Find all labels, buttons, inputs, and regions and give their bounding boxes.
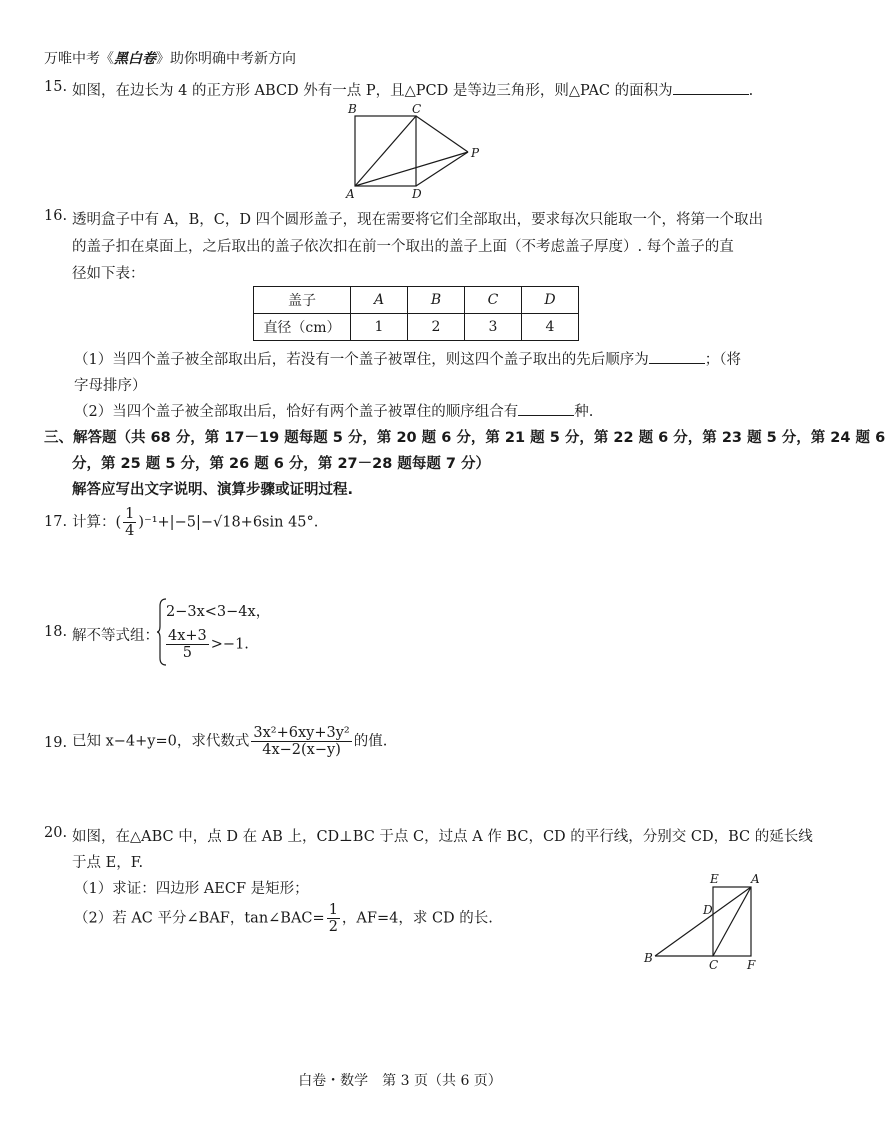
q18-frac-num: 4x+3 — [168, 628, 207, 644]
q16-part1-cont: 字母排序） — [74, 378, 147, 394]
label-e: E — [710, 872, 719, 886]
section3-heading-cont: 分，第 25 题 5 分，第 26 题 6 分，第 27－28 题每题 7 分） — [72, 456, 491, 472]
label-f: F — [747, 958, 756, 972]
q20-number: 20. — [44, 825, 68, 841]
segment-ac — [355, 116, 416, 186]
q18-frac-den: 5 — [182, 645, 192, 661]
q17-frac-num: 1 — [125, 506, 135, 522]
page-header — [44, 48, 296, 68]
label-a: A — [751, 872, 760, 886]
q17-pre: 计算：( — [72, 514, 122, 531]
table-cell: 3 — [465, 314, 522, 341]
header-brand: 黑白卷 — [114, 51, 156, 67]
q19-fraction — [251, 725, 351, 758]
table-row — [254, 314, 579, 341]
q15-answer-blank[interactable] — [673, 94, 749, 95]
segment-ca — [713, 887, 751, 956]
q16-part2 — [74, 400, 593, 421]
table-cell: B — [408, 287, 465, 314]
q19-post: 的值. — [353, 733, 388, 750]
table-cell: 直径（cm） — [254, 314, 351, 341]
label-b: B — [348, 102, 357, 116]
q16-line1: 透明盒子中有 A，B，C，D 四个圆形盖子，现在需要将它们全部取出，要求每次只能取一个，将第一个取出 — [72, 212, 764, 228]
label-b: B — [644, 951, 653, 965]
q20-part2-post: ，AF=4，求 CD 的长. — [341, 910, 493, 927]
segment-cp — [416, 116, 468, 152]
label-c: C — [412, 102, 422, 116]
q15-text — [72, 79, 753, 100]
q20-part2 — [74, 902, 493, 935]
label-c: C — [709, 958, 719, 972]
segment-ap — [355, 152, 468, 186]
header-text-pre: 万唯中考《 — [44, 51, 114, 67]
q16-part2-blank[interactable] — [518, 415, 574, 416]
table-cell: 1 — [351, 314, 408, 341]
table-cell: D — [522, 287, 579, 314]
table-cell: C — [465, 287, 522, 314]
q19-frac-den: 4x−2(x−y) — [262, 742, 341, 758]
table-row — [254, 287, 579, 314]
q15-end: . — [748, 83, 754, 99]
q20-figure — [640, 870, 770, 975]
label-a: A — [346, 187, 355, 201]
segment-ba — [655, 887, 751, 956]
q18-row2-post: >−1. — [210, 636, 249, 653]
q19-expression — [72, 725, 387, 758]
table-cell: A — [351, 287, 408, 314]
q16-part2-tail: 种. — [574, 404, 594, 420]
q16-line2: 的盖子扣在桌面上，之后取出的盖子依次扣在前一个取出的盖子上面（不考虑盖子厚度）. 每个盖子的直 — [72, 239, 734, 255]
q18-label: 解不等式组： — [72, 628, 159, 644]
table-cell: 2 — [408, 314, 465, 341]
q15-number: 15. — [44, 79, 68, 95]
q18-row1 — [166, 600, 270, 621]
q18-fraction — [166, 628, 209, 661]
q15-figure — [340, 102, 490, 202]
q20-line2: 于点 E，F. — [72, 855, 144, 871]
q18-number: 18. — [44, 624, 68, 640]
q18-row1-text: 2−3x<3−4x， — [166, 604, 271, 620]
q20-line1: 如图，在△ABC 中，点 D 在 AB 上，CD⊥BC 于点 C，过点 A 作 BC，CD 的平行线，分别交 CD，BC 的延长线 — [72, 829, 813, 845]
q19-pre: 已知 x−4+y=0，求代数式 — [72, 733, 250, 750]
q20-fraction — [327, 902, 340, 935]
q16-part1 — [74, 348, 741, 369]
q20-frac-num: 1 — [328, 902, 338, 918]
q17-post: )⁻¹+|−5|−√18+6sin 45°. — [138, 514, 319, 531]
q17-fraction — [123, 506, 136, 539]
segment-dp — [416, 152, 468, 186]
q19-frac-num: 3x²+6xy+3y² — [253, 725, 350, 741]
q16-part2-text: （2）当四个盖子被全部取出后，恰好有两个盖子被罩住的顺序组合有 — [74, 404, 519, 420]
q20-frac-den: 2 — [328, 919, 338, 935]
q16-number: 16. — [44, 208, 68, 224]
section3-instruction: 解答应写出文字说明、演算步骤或证明过程. — [72, 482, 354, 498]
q18-row2 — [164, 628, 249, 661]
q17-expression — [72, 506, 318, 539]
label-p: P — [471, 146, 480, 160]
page-footer: 白卷・数学 第 3 页（共 6 页） — [298, 1073, 502, 1089]
q19-number: 19. — [44, 735, 68, 751]
q16-part1-tail: ；（将 — [704, 352, 741, 368]
section3-heading: 三、解答题（共 68 分，第 17－19 题每题 5 分，第 20 题 6 分，第 21 题 5 分，第 22 题 6 分，第 23 题 5 分，第 24 题 6 — [44, 430, 885, 446]
q17-number: 17. — [44, 514, 68, 530]
lid-diameter-table — [253, 286, 579, 341]
label-d: D — [412, 187, 422, 201]
q20-part2-pre: （2）若 AC 平分∠BAF，tan∠BAC= — [74, 910, 325, 927]
header-text-post: 》助你明确中考新方向 — [156, 51, 296, 67]
label-d: D — [703, 903, 713, 917]
q16-line3: 径如下表： — [72, 266, 145, 282]
table-cell: 盖子 — [254, 287, 351, 314]
q17-frac-den: 4 — [125, 523, 135, 539]
table-cell: 4 — [522, 314, 579, 341]
q16-part1-blank[interactable] — [649, 363, 705, 364]
q20-part1: （1）求证：四边形 AECF 是矩形； — [74, 881, 309, 897]
q15-stem: 如图，在边长为 4 的正方形 ABCD 外有一点 P，且△PCD 是等边三角形，则△PAC 的面积为 — [72, 83, 673, 99]
q16-part1-text: （1）当四个盖子被全部取出后，若没有一个盖子被罩住，则这四个盖子取出的先后顺序为 — [74, 352, 649, 368]
